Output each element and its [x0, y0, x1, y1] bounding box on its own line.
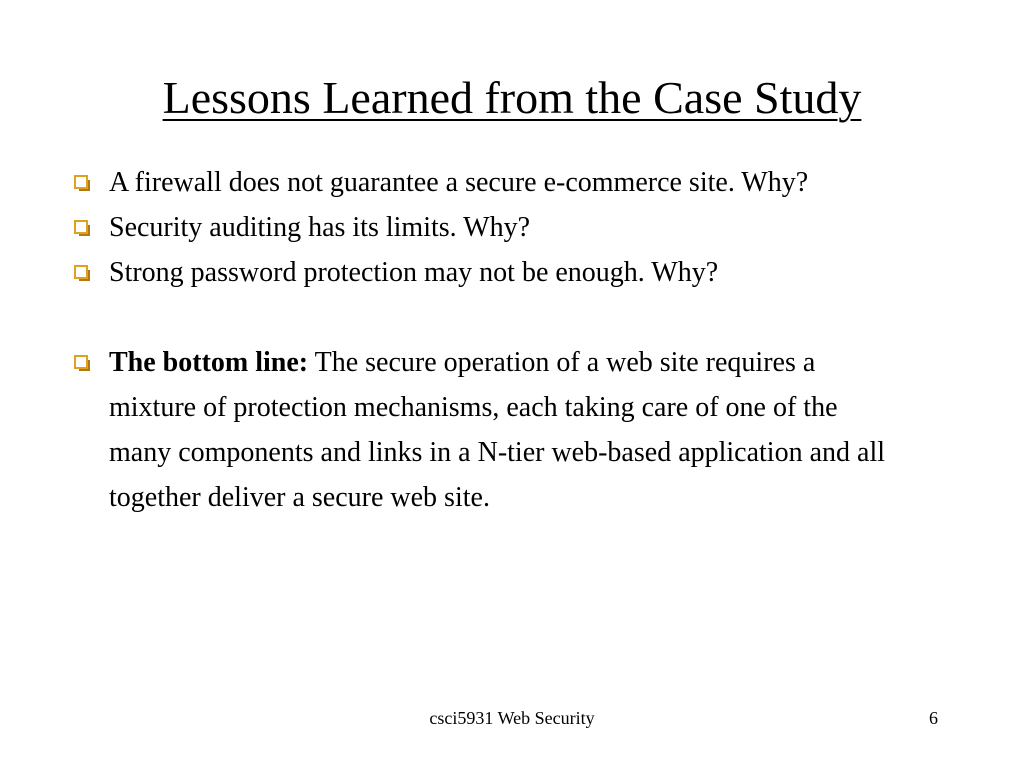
- bullet-list: [72, 160, 902, 520]
- square-bullet-icon: [74, 355, 88, 369]
- bullet-text: Strong password protection may not be enough. Why?: [109, 257, 719, 288]
- footer-course-title: csci5931 Web Security: [429, 708, 595, 728]
- slide-title: Lessons Learned from the Case Study: [162, 72, 862, 123]
- square-bullet-icon: [74, 265, 88, 279]
- bullet-text: A firewall does not guarantee a secure e-commerce site. Why?: [109, 167, 809, 198]
- bullet-text: Security auditing has its limits. Why?: [109, 212, 530, 243]
- square-bullet-icon: [74, 175, 88, 189]
- bullet-item-auditing: [72, 205, 902, 250]
- bottom-line-label: The bottom line:: [109, 347, 309, 378]
- bullet-spacer: [72, 295, 902, 340]
- bullet-item-password: [72, 250, 902, 295]
- bottom-line-text: The secure operation of a web site requires a mixture of protection mechanisms, each taking care of one of the many components and links in a N-tier web-based application and all together deliver a secure web site.: [109, 347, 886, 513]
- bullet-item-bottom-line: [72, 340, 902, 520]
- footer-page-number: 6: [929, 708, 938, 728]
- bullet-item-firewall: [72, 160, 902, 205]
- square-bullet-icon: [74, 220, 88, 234]
